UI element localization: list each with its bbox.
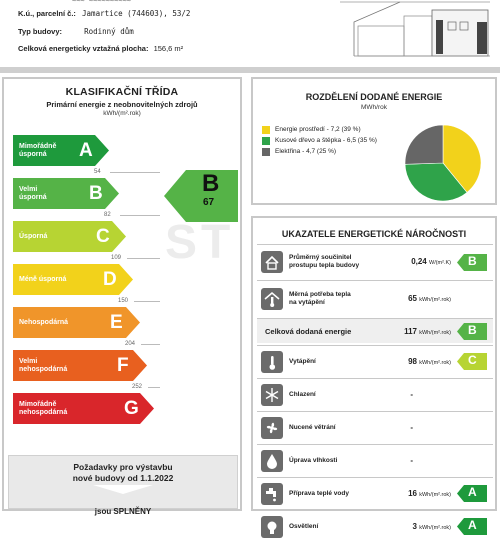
indicator-label-line: Měrná potřeba tepla — [289, 291, 351, 298]
requirements-line-2: nové budovy od 1.1.2022 — [72, 473, 174, 483]
indicator-row — [257, 411, 493, 442]
energy-class-label-line: Méně úsporná — [19, 276, 67, 283]
class-threshold-label: 150 — [118, 298, 129, 304]
info-label: Typ budovy: — [18, 27, 63, 36]
indicator-label — [289, 424, 336, 432]
indicator-label-line: Chlazení — [289, 390, 316, 398]
indicator-unit: kWh/(m².rok) — [419, 297, 451, 303]
energy-class-letter: B — [89, 183, 103, 204]
indicator-label — [289, 490, 349, 498]
indicator-label-line: Celková dodaná energie — [265, 326, 352, 336]
indicator-value — [408, 357, 451, 366]
indicator-label-line: Vytápění — [289, 357, 316, 365]
faucet-icon — [261, 483, 283, 505]
indicator-unit: kWh/(m².rok) — [419, 329, 451, 336]
indicator-label-line: prostupu tepla budovy — [289, 262, 360, 269]
info-value: Jamartice (744603), 53/2 — [82, 9, 191, 18]
indicator-number: - — [410, 389, 413, 399]
indicator-value — [413, 522, 451, 531]
indicator-row — [257, 318, 493, 343]
snowflake-icon — [261, 384, 283, 406]
energy-class-letter: F — [117, 355, 129, 376]
indicator-label-line: Osvětlení — [289, 522, 319, 530]
energy-class-label-line: nehospodárná — [19, 366, 68, 373]
energy-class-label — [19, 358, 67, 374]
section-divider — [0, 67, 500, 73]
indicator-class-letter: B — [468, 253, 477, 268]
building-drawing-image — [340, 0, 490, 58]
indicator-label — [289, 291, 351, 307]
indicator-label — [289, 457, 337, 465]
indicator-value — [404, 327, 451, 336]
legend-label: Elektřina - 4,7 (25 %) — [275, 148, 337, 155]
building-info-header — [0, 0, 500, 70]
indicator-row — [257, 244, 493, 278]
watermark-text: ST — [165, 216, 235, 269]
indicator-value — [410, 390, 413, 399]
energy-distribution-panel — [251, 77, 497, 205]
indicator-value — [410, 423, 413, 432]
indicator-row — [257, 510, 493, 541]
class-threshold-line — [134, 301, 160, 302]
energy-class-label — [19, 143, 56, 159]
energy-class-label — [19, 401, 67, 417]
indicator-unit: kWh/(m².rok) — [419, 491, 451, 498]
legend-swatch — [262, 148, 270, 156]
indicator-number: - — [410, 422, 413, 432]
legend-label: Kusové dřevo a štěpka - 6,5 (35 %) — [275, 137, 377, 144]
requirements-box — [8, 455, 238, 516]
indicator-label — [289, 391, 316, 399]
distribution-title: ROZDĚLENÍ DODANÉ ENERGIE — [305, 92, 443, 102]
indicator-label-line: Úprava vlhkosti — [289, 456, 338, 464]
indicator-number: - — [410, 455, 413, 465]
energy-pie-chart — [403, 123, 483, 203]
indicator-row — [257, 477, 493, 508]
indicator-row — [257, 444, 493, 475]
energy-class-label-line: Úsporná — [19, 233, 48, 240]
energy-class-label-line: Mimořádně — [19, 143, 57, 150]
energy-class-label-line: Velmi — [19, 186, 38, 193]
energy-class-label-line: úsporná — [19, 194, 47, 201]
class-threshold-label: 252 — [132, 384, 143, 390]
indicator-class-badge — [457, 323, 487, 340]
cutoff-text: ~~~ ~~~~~~~~~~ — [72, 0, 132, 5]
class-threshold-line — [141, 344, 160, 345]
energy-class-label-line: Mimořádně — [19, 401, 57, 408]
energy-class-label-line: úsporná — [19, 151, 47, 158]
info-label: Celková energeticky vztažná plocha: — [18, 44, 149, 53]
indicator-number: 98 — [408, 356, 417, 366]
energy-class-bar-a — [13, 135, 109, 166]
class-threshold-label: 204 — [125, 341, 136, 347]
indicator-unit: kWh/(m².rok) — [419, 359, 451, 366]
indicator-value — [408, 489, 451, 498]
indicator-row — [257, 280, 493, 316]
class-threshold-label: 109 — [111, 255, 122, 261]
energy-class-label — [19, 276, 66, 284]
indicator-label — [289, 358, 316, 366]
indicator-label — [289, 523, 318, 531]
indicator-class-letter: A — [468, 485, 477, 499]
legend-swatch — [262, 137, 270, 145]
indicator-unit: W/(m².K) — [429, 260, 451, 266]
legend-item — [262, 124, 377, 135]
legend-item — [262, 135, 377, 146]
info-value: Rodinný dům — [84, 27, 134, 36]
energy-class-bar-d — [13, 264, 133, 295]
indicator-number: 3 — [412, 521, 417, 531]
house-icon — [261, 251, 283, 273]
energy-class-label-line: Nehospodárná — [19, 319, 69, 326]
indicator-class-badge — [457, 518, 487, 535]
class-threshold-line — [127, 258, 160, 259]
info-row-area — [18, 44, 183, 53]
info-row-building-type — [18, 27, 134, 36]
energy-class-bar-b — [13, 178, 119, 209]
distribution-unit: MWh/rok — [361, 104, 387, 111]
classification-subtitle: Primární energie z neobnovitelných zdrojů — [46, 100, 198, 109]
class-threshold-line — [148, 387, 160, 388]
indicators-title: UKAZATELE ENERGETICKÉ NÁROČNOSTI — [281, 229, 467, 239]
info-label: K.ú., parcelní č.: — [18, 9, 76, 18]
indicator-class-badge — [457, 485, 487, 502]
indicator-label-line: na vytápění — [289, 299, 325, 306]
classification-panel — [2, 77, 242, 516]
rating-value: 67 — [203, 197, 215, 208]
indicator-class-badge — [457, 254, 487, 271]
energy-class-letter: C — [96, 226, 110, 247]
indicator-value — [411, 257, 451, 266]
energy-class-bar-f — [13, 350, 147, 381]
indicator-label — [265, 328, 351, 336]
class-threshold-label: 82 — [104, 212, 111, 218]
indicator-row — [257, 378, 493, 409]
energy-class-label-line: nehospodárná — [19, 409, 68, 416]
thermometer-house-icon — [261, 288, 283, 310]
energy-class-bar-c — [13, 221, 126, 252]
indicator-unit: kWh/(m².rok) — [419, 524, 451, 531]
indicator-number: 65 — [408, 294, 417, 303]
energy-class-label — [19, 233, 47, 241]
fan-icon — [261, 417, 283, 439]
legend-swatch — [262, 126, 270, 134]
energy-class-letter: A — [79, 140, 93, 161]
indicator-label-line: Příprava teplé vody — [289, 489, 349, 497]
thermometer-icon — [261, 351, 283, 373]
indicator-value — [410, 456, 413, 465]
requirements-result: jsou SPLNĚNY — [94, 507, 152, 516]
indicator-class-letter: B — [468, 323, 477, 337]
energy-class-letter: D — [103, 269, 117, 290]
energy-class-bar-g — [13, 393, 154, 424]
class-threshold-line — [110, 172, 160, 173]
indicator-number: 16 — [408, 488, 417, 498]
legend-item — [262, 146, 377, 157]
indicator-class-letter: C — [468, 353, 477, 367]
energy-class-bar-e — [13, 307, 140, 338]
info-row-parcel — [18, 9, 190, 18]
classification-title: KLASIFIKAČNÍ TŘÍDA — [65, 86, 179, 98]
indicator-label — [289, 254, 359, 270]
droplet-icon — [261, 450, 283, 472]
class-threshold-label: 54 — [94, 169, 101, 175]
distribution-legend — [262, 124, 377, 157]
rating-letter: B — [202, 170, 220, 197]
indicator-number: 0,24 — [411, 257, 427, 266]
indicator-number: 117 — [404, 326, 417, 336]
indicator-class-letter: A — [468, 518, 477, 532]
classification-unit: kWh/(m².rok) — [103, 110, 141, 117]
indicator-value — [408, 294, 451, 303]
indicator-class-badge — [457, 353, 487, 370]
class-threshold-line — [120, 215, 160, 216]
energy-class-letter: G — [124, 398, 139, 419]
indicator-row — [257, 345, 493, 376]
info-value: 156,6 m² — [153, 44, 184, 53]
indicator-label-line: Nucené větrání — [289, 423, 336, 431]
requirements-line-1: Požadavky pro výstavbu — [73, 462, 173, 472]
energy-class-letter: E — [110, 312, 123, 333]
pie-slice — [405, 125, 443, 164]
indicators-panel — [251, 216, 497, 532]
indicator-label-line: Průměrný součinitel — [289, 254, 352, 261]
energy-class-label — [19, 319, 68, 327]
lightbulb-icon — [261, 516, 283, 538]
legend-label: Energie prostředí - 7,2 (39 %) — [275, 126, 361, 133]
energy-class-label-line: Velmi — [19, 358, 38, 365]
energy-class-label — [19, 186, 47, 202]
chevron-down-icon — [93, 485, 153, 494]
